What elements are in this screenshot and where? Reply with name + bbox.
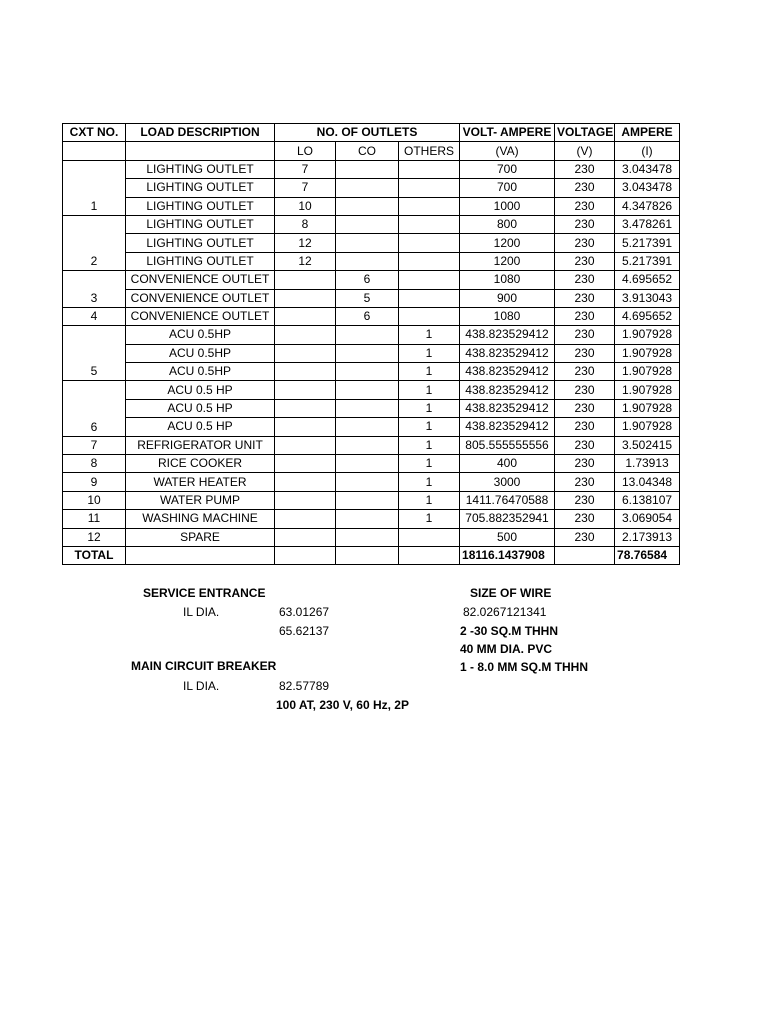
table-row: [63, 436, 680, 454]
row-volt-ampere: 900: [460, 289, 555, 307]
row-lo: [275, 473, 336, 491]
row-ampere: 1.907928: [615, 344, 680, 362]
row-ampere: 2.173913: [615, 528, 680, 546]
row-voltage: 230: [555, 363, 615, 381]
subheader-co: CO: [336, 142, 399, 160]
row-load-description: LIGHTING OUTLET: [126, 179, 275, 197]
row-ampere: 6.138107: [615, 491, 680, 509]
header-no-of-outlets: NO. OF OUTLETS: [275, 124, 460, 142]
row-others: [399, 215, 460, 233]
row-voltage: 230: [555, 179, 615, 197]
row-voltage: 230: [555, 399, 615, 417]
size-of-wire-line2: 40 MM DIA. PVC: [460, 642, 553, 656]
header-ampere: AMPERE: [615, 124, 680, 142]
row-ampere: 1.907928: [615, 363, 680, 381]
main-breaker-rating: 100 AT, 230 V, 60 Hz, 2P: [276, 698, 409, 712]
row-voltage: 230: [555, 234, 615, 252]
size-of-wire-value: 82.0267121341: [463, 605, 547, 619]
row-others: [399, 528, 460, 546]
table-row: [63, 289, 680, 307]
row-others: 1: [399, 510, 460, 528]
row-voltage: 230: [555, 326, 615, 344]
row-cxt-no: 4: [63, 307, 126, 325]
subheader-va-unit: (VA): [460, 142, 555, 160]
row-voltage: 230: [555, 491, 615, 509]
row-lo: [275, 455, 336, 473]
row-ampere: 1.907928: [615, 418, 680, 436]
row-load-description: SPARE: [126, 528, 275, 546]
row-ampere: 3.502415: [615, 436, 680, 454]
row-co: 6: [336, 271, 399, 289]
subheader-empty: [126, 142, 275, 160]
row-load-description: RICE COOKER: [126, 455, 275, 473]
row-co: [336, 491, 399, 509]
row-voltage: 230: [555, 307, 615, 325]
row-ampere: 5.217391: [615, 252, 680, 270]
table-row: [63, 528, 680, 546]
total-label: TOTAL: [63, 546, 126, 564]
row-ampere: 3.043478: [615, 179, 680, 197]
row-load-description: LIGHTING OUTLET: [126, 215, 275, 233]
row-ampere: 13.04348: [615, 473, 680, 491]
row-ampere: 1.907928: [615, 381, 680, 399]
row-volt-ampere: 438.823529412: [460, 399, 555, 417]
row-voltage: 230: [555, 455, 615, 473]
row-volt-ampere: 438.823529412: [460, 363, 555, 381]
table-row: [63, 363, 680, 381]
row-load-description: WATER PUMP: [126, 491, 275, 509]
row-voltage: 230: [555, 252, 615, 270]
row-co: 5: [336, 289, 399, 307]
row-load-description: REFRIGERATOR UNIT: [126, 436, 275, 454]
row-lo: [275, 381, 336, 399]
row-co: [336, 252, 399, 270]
header-voltage: VOLTAGE: [555, 124, 615, 142]
row-co: [336, 528, 399, 546]
row-volt-ampere: 438.823529412: [460, 418, 555, 436]
row-load-description: ACU 0.5HP: [126, 363, 275, 381]
table-row: [63, 326, 680, 344]
row-load-description: ACU 0.5 HP: [126, 418, 275, 436]
header-cxt-no: CXT NO.: [63, 124, 126, 142]
row-load-description: ACU 0.5 HP: [126, 381, 275, 399]
row-lo: 8: [275, 215, 336, 233]
row-lo: [275, 491, 336, 509]
row-others: 1: [399, 363, 460, 381]
row-ampere: 1.73913: [615, 455, 680, 473]
row-load-description: LIGHTING OUTLET: [126, 234, 275, 252]
row-others: 1: [399, 436, 460, 454]
total-empty: [399, 546, 460, 564]
row-others: 1: [399, 455, 460, 473]
total-empty: [555, 546, 615, 564]
row-co: [336, 436, 399, 454]
header-volt-ampere: VOLT- AMPERE: [460, 124, 555, 142]
row-co: [336, 510, 399, 528]
row-lo: 7: [275, 179, 336, 197]
row-cxt-no: 8: [63, 455, 126, 473]
row-others: [399, 252, 460, 270]
row-volt-ampere: 1080: [460, 307, 555, 325]
row-others: [399, 160, 460, 178]
row-cxt-no: 7: [63, 436, 126, 454]
row-lo: 12: [275, 234, 336, 252]
row-cxt-no: 3: [63, 271, 126, 308]
row-co: [336, 160, 399, 178]
row-co: [336, 197, 399, 215]
row-lo: [275, 418, 336, 436]
row-lo: [275, 326, 336, 344]
row-voltage: 230: [555, 160, 615, 178]
total-ampere: 78.76584: [615, 546, 680, 564]
row-co: [336, 363, 399, 381]
row-lo: [275, 271, 336, 289]
row-lo: 12: [275, 252, 336, 270]
total-empty: [126, 546, 275, 564]
row-volt-ampere: 3000: [460, 473, 555, 491]
row-co: [336, 381, 399, 399]
row-lo: [275, 528, 336, 546]
row-others: 1: [399, 344, 460, 362]
row-load-description: ACU 0.5HP: [126, 326, 275, 344]
row-ampere: 3.478261: [615, 215, 680, 233]
row-volt-ampere: 700: [460, 179, 555, 197]
row-co: [336, 326, 399, 344]
row-load-description: LIGHTING OUTLET: [126, 252, 275, 270]
header-row: [63, 124, 680, 142]
row-voltage: 230: [555, 215, 615, 233]
main-breaker-title: MAIN CIRCUIT BREAKER: [131, 659, 277, 673]
row-others: 1: [399, 491, 460, 509]
row-voltage: 230: [555, 197, 615, 215]
subheader-row: [63, 142, 680, 160]
total-volt-ampere: 18116.1437908: [460, 546, 555, 564]
size-of-wire-title: SIZE OF WIRE: [470, 586, 552, 600]
row-voltage: 230: [555, 289, 615, 307]
table-row: [63, 399, 680, 417]
main-breaker-value: 82.57789: [279, 679, 330, 693]
row-voltage: 230: [555, 381, 615, 399]
row-cxt-no: 5: [63, 326, 126, 381]
row-lo: 10: [275, 197, 336, 215]
size-of-wire-line3: 1 - 8.0 MM SQ.M THHN: [460, 660, 589, 674]
size-of-wire-line1: 2 -30 SQ.M THHN: [460, 624, 559, 638]
row-lo: [275, 363, 336, 381]
row-lo: [275, 399, 336, 417]
total-row: [63, 546, 680, 564]
row-co: 6: [336, 307, 399, 325]
row-lo: 7: [275, 160, 336, 178]
row-cxt-no: 10: [63, 491, 126, 509]
table-row: [63, 473, 680, 491]
row-load-description: ACU 0.5 HP: [126, 399, 275, 417]
row-voltage: 230: [555, 271, 615, 289]
row-voltage: 230: [555, 528, 615, 546]
row-ampere: 1.907928: [615, 326, 680, 344]
row-co: [336, 344, 399, 362]
row-voltage: 230: [555, 344, 615, 362]
row-others: 1: [399, 381, 460, 399]
subheader-others: OTHERS: [399, 142, 460, 160]
row-voltage: 230: [555, 418, 615, 436]
row-others: [399, 197, 460, 215]
row-ampere: 3.069054: [615, 510, 680, 528]
row-others: [399, 289, 460, 307]
row-ampere: 3.043478: [615, 160, 680, 178]
row-cxt-no: 11: [63, 510, 126, 528]
row-others: [399, 179, 460, 197]
service-entrance-value2: 65.62137: [279, 624, 330, 638]
row-volt-ampere: 438.823529412: [460, 381, 555, 399]
table-row: [63, 197, 680, 215]
table-row: [63, 234, 680, 252]
row-lo: [275, 344, 336, 362]
table-row: [63, 344, 680, 362]
row-ampere: 4.695652: [615, 271, 680, 289]
total-empty: [275, 546, 336, 564]
row-co: [336, 234, 399, 252]
row-co: [336, 215, 399, 233]
row-co: [336, 179, 399, 197]
row-co: [336, 473, 399, 491]
row-lo: [275, 307, 336, 325]
table-row: [63, 271, 680, 289]
row-load-description: CONVENIENCE OUTLET: [126, 289, 275, 307]
row-volt-ampere: 438.823529412: [460, 326, 555, 344]
subheader-empty: [63, 142, 126, 160]
row-volt-ampere: 1000: [460, 197, 555, 215]
table-row: [63, 418, 680, 436]
row-others: 1: [399, 399, 460, 417]
row-co: [336, 455, 399, 473]
table-row: [63, 381, 680, 399]
table-row: [63, 307, 680, 325]
row-ampere: 4.347826: [615, 197, 680, 215]
row-load-description: CONVENIENCE OUTLET: [126, 307, 275, 325]
row-ampere: 4.695652: [615, 307, 680, 325]
row-ampere: 1.907928: [615, 399, 680, 417]
row-cxt-no: 9: [63, 473, 126, 491]
row-others: [399, 307, 460, 325]
row-cxt-no: 12: [63, 528, 126, 546]
service-entrance-title: SERVICE ENTRANCE: [143, 586, 266, 600]
table-row: [63, 215, 680, 233]
row-others: 1: [399, 326, 460, 344]
row-ampere: 3.913043: [615, 289, 680, 307]
row-co: [336, 418, 399, 436]
table-row: [63, 510, 680, 528]
row-lo: [275, 510, 336, 528]
row-others: [399, 271, 460, 289]
row-others: 1: [399, 473, 460, 491]
row-load-description: WASHING MACHINE: [126, 510, 275, 528]
row-volt-ampere: 805.555555556: [460, 436, 555, 454]
row-volt-ampere: 400: [460, 455, 555, 473]
row-volt-ampere: 1080: [460, 271, 555, 289]
row-lo: [275, 436, 336, 454]
row-others: 1: [399, 418, 460, 436]
row-volt-ampere: 705.882352941: [460, 510, 555, 528]
service-entrance-value1: 63.01267: [279, 605, 330, 619]
row-co: [336, 399, 399, 417]
main-breaker-il-label: IL DIA.: [183, 679, 220, 693]
row-volt-ampere: 800: [460, 215, 555, 233]
subheader-lo: LO: [275, 142, 336, 160]
table-row: [63, 160, 680, 178]
row-voltage: 230: [555, 473, 615, 491]
row-volt-ampere: 438.823529412: [460, 344, 555, 362]
load-schedule-table: [62, 123, 680, 565]
row-load-description: WATER HEATER: [126, 473, 275, 491]
row-load-description: ACU 0.5HP: [126, 344, 275, 362]
total-empty: [336, 546, 399, 564]
row-voltage: 230: [555, 436, 615, 454]
service-entrance-il-label: IL DIA.: [183, 605, 220, 619]
header-load-description: LOAD DESCRIPTION: [126, 124, 275, 142]
row-cxt-no: 1: [63, 160, 126, 215]
row-volt-ampere: 1411.76470588: [460, 491, 555, 509]
row-ampere: 5.217391: [615, 234, 680, 252]
table-row: [63, 179, 680, 197]
row-volt-ampere: 1200: [460, 234, 555, 252]
subheader-v-unit: (V): [555, 142, 615, 160]
row-volt-ampere: 700: [460, 160, 555, 178]
row-volt-ampere: 1200: [460, 252, 555, 270]
row-volt-ampere: 500: [460, 528, 555, 546]
row-voltage: 230: [555, 510, 615, 528]
subheader-i-unit: (I): [615, 142, 680, 160]
row-cxt-no: 6: [63, 381, 126, 436]
row-lo: [275, 289, 336, 307]
table-row: [63, 491, 680, 509]
row-cxt-no: 2: [63, 215, 126, 270]
row-load-description: CONVENIENCE OUTLET: [126, 271, 275, 289]
table-row: [63, 252, 680, 270]
row-load-description: LIGHTING OUTLET: [126, 197, 275, 215]
row-others: [399, 234, 460, 252]
table-row: [63, 455, 680, 473]
row-load-description: LIGHTING OUTLET: [126, 160, 275, 178]
